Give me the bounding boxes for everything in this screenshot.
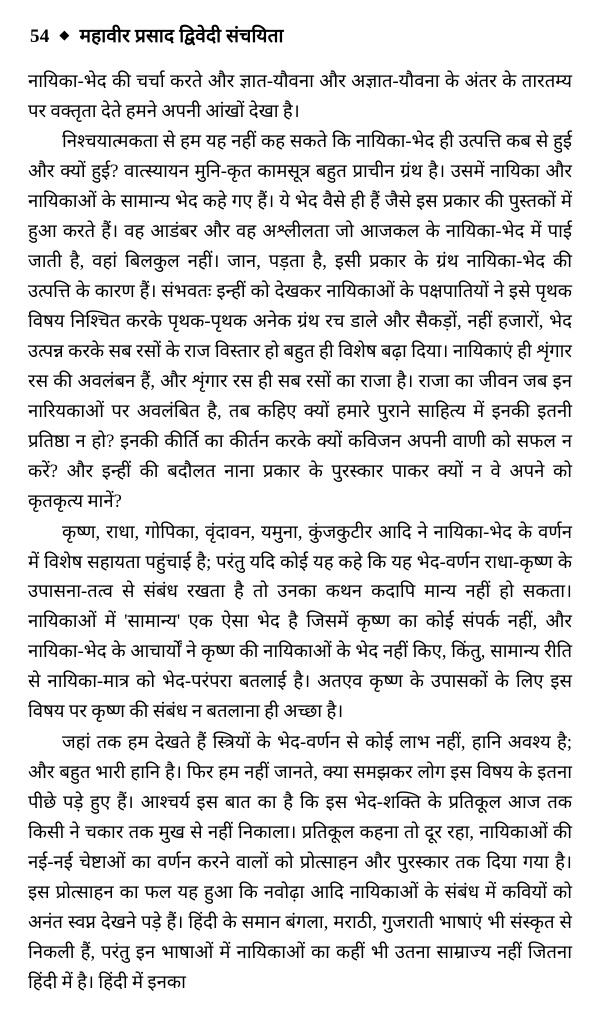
head-spacer [28, 54, 572, 68]
diamond-separator-icon: ◆ [59, 27, 70, 42]
page-number: 54 [30, 26, 50, 47]
paragraph-4: जहां तक हम देखते हैं स्त्रियों के भेद-वर्णन से कोई लाभ नहीं, हानि अवश्य है; और बहुत भारी हानि है। फिर हम नहीं जानते, क्या समझकर लोग इस विषय के इतना पीछे पड़े हुए हैं। आश्चर्य इस बात का है कि इस भेद-शक्ति के प्रतिकूल आज तक किसी ने चकार तक मुख से नहीं निकाला। प्रतिकूल कहना तो दूर रहा, नायिकाओं की नई-नई चेष्टाओं का वर्णन करने वालों को प्रोत्साहन और पुरस्कार तक दिया गया है। इस प्रोत्साहन का फल यह हुआ कि नवोढ़ा आदि नायिकाओं के संबंध में कवियों को अनंत स्वप्न देखने पड़े हैं। हिंदी के समान बंगला, मराठी, गुजराती भाषाएं भी संस्कृत से निकली हैं, परंतु इन भाषाओं में नायिकाओं का कहीं भी उतना साम्राज्य नहीं जितना हिंदी में है। हिंदी में इनका [28, 732, 572, 993]
book-title: महावीर प्रसाद द्विवेदी संचयिता [79, 26, 284, 47]
paragraph-3: कृष्ण, राधा, गोपिका, वृंदावन, यमुना, कुंजकुटीर आदि ने नायिका-भेद के वर्णन में विशेष सहायता पहुंचाई है; परंतु यदि कोई यह कहे कि यह भेद-वर्णन राधा-कृष्ण के उपासना-तत्व से संबंध रखता है तो उनका कथन कदापि मान्य नहीं हो सकता। नायिकाओं में 'सामान्य' एक ऐसा भेद है जिसमें कृष्ण का कोई संपर्क नहीं, और नायिका-भेद के आचार्यों ने कृष्ण की नायिकाओं के भेद नहीं किए, किंतु, सामान्य रीति से नायिका-मात्र को भेद-परंपरा बतलाई है। अतएव कृष्ण के उपासकों के लिए इस विषय पर कृष्ण की संबंध न बतलाना ही अच्छा है। [28, 522, 572, 723]
paragraph-2: निश्चयात्मकता से हम यह नहीं कह सकते कि नायिका-भेद ही उत्पत्ति कब से हुई और क्यों हुई? वात्स्यायन मुनि-कृत कामसूत्र बहुत प्राचीन ग्रंथ है। उसमें नायिका और नायिकाओं के सामान्य भेद कहे गए हैं। ये भेद वैसे ही हैं जैसे इस प्रकार की पुस्तकों में हुआ करते हैं। वह आडंबर और वह अश्लीलता जो आजकल के नायिका-भेद में पाई जाती है, वहां बिलकुल नहीं। जान, पड़ता है, इसी प्रकार के ग्रंथ नायिका-भेद की उत्पत्ति के कारण हैं। संभवतः इन्हीं को देखकर नायिकाओं के पक्षपातियों ने इसे पृथक विषय निश्चित करके पृथक-पृथक अनेक ग्रंथ रच डाले और सैकड़ों, नहीं हजारों, भेद उत्पन्न करके सब रसों के राज विस्तार हो बहुत ही विशेष बढ़ा दिया। नायिकाएं ही शृंगार रस की अवलंबन हैं, और शृंगार रस ही सब रसों का राजा है। राजा का जीवन जब इन नारियकाओं पर अवलंबित है, तब कहिए क्यों हमारे पुराने साहित्य में इनकी इतनी प्रतिष्ठा न हो? इनकी कीर्ति का कीर्तन करके क्यों कविजन अपनी वाणी को सफल न करें? और इन्हीं की बदौलत नाना प्रकार के पुरस्कार पाकर क्यों न वे अपने को कृतकृत्य मानें? [28, 132, 572, 513]
running-head [28, 22, 572, 48]
paragraph-1: नायिका-भेद की चर्चा करते और ज्ञात-यौवना और अज्ञात-यौवना के अंतर के तारतम्य पर वक्तृता देते हमने अपनी आंखों देखा है। [28, 72, 572, 122]
body-text-column [28, 68, 572, 999]
